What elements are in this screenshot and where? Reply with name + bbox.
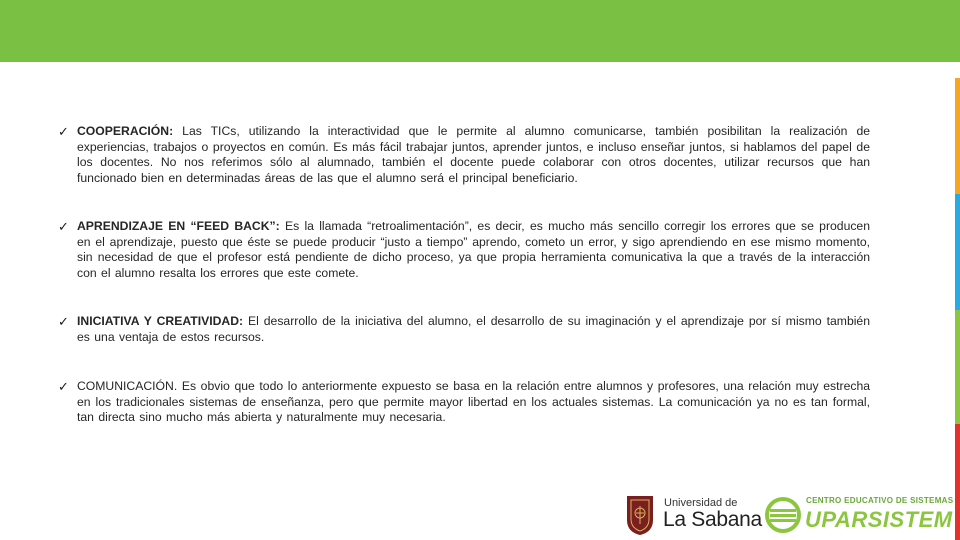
item-body: COMUNICACIÓN. Es obvio que todo lo anteriormente expuesto se basa en la relación entre alumnos y profesores, una relación muy estrecha en los tradicionales sistemas de enseñanza, pero que permite mayor libertad en los actuales sistemas. La comunicación ya no es tan formal, tan directa sino mucho más abierta y naturalmente muy necesaria. (77, 379, 870, 424)
side-stripe-blue (955, 194, 960, 310)
check-icon: ✓ (58, 219, 69, 234)
list-item (58, 314, 870, 345)
item-heading: APRENDIZAJE EN “FEED BACK”: (77, 219, 280, 233)
university-seal-icon (626, 494, 654, 536)
logo-subtitle: Universidad de (664, 497, 738, 509)
side-stripe-orange (955, 78, 960, 194)
item-body: Es la llamada “retroalimentación”, es decir, es mucho más sencillo corregir los errores que se producen en el aprendizaje, puesto que éste se puede producir “justo a tiempo” aprendo, cometo un error, y sigo aprendiendo en ese mismo momento, sin necesidad de que el profesor está pendiente de dicho proceso, ya que propia herramienta comunicativa la que a través de la interacción con el alumno resalta los errores que este comete. (77, 219, 870, 280)
universidad-de-la-sabana-logo (626, 494, 761, 538)
logo-title: La Sabana (663, 508, 762, 531)
uparsistem-globe-icon (764, 496, 802, 534)
list-item (58, 379, 870, 426)
header-bar (0, 0, 960, 62)
check-icon: ✓ (58, 314, 69, 329)
item-text (77, 379, 870, 426)
item-heading: INICIATIVA Y CREATIVIDAD: (77, 314, 244, 328)
item-heading: COOPERACIÓN: (77, 124, 174, 138)
item-text (77, 314, 870, 345)
list-item (58, 219, 870, 281)
check-icon: ✓ (58, 379, 69, 394)
check-icon: ✓ (58, 124, 69, 139)
side-stripe-red (955, 424, 960, 540)
item-body: El desarrollo de la iniciativa del alumno, el desarrollo de su imaginación y el aprendizaje por sí mismo también es una ventaja de estos recursos. (77, 314, 870, 344)
item-body: Las TICs, utilizando la interactividad que le permite al alumno comunicarse, también posibilitan la realización de experiencias, trabajos o proyectos en común. Es más fácil trabajar juntos, aprender juntos, e incluso enseñar juntos, si hablamos del papel de los docentes. No nos referimos sólo al alumnado, también el docente puede colaborar con otros docentes, utilizar recursos que han funcionado bien en determinadas áreas de las que el alumno será el principal beneficiario. (77, 124, 870, 185)
item-text (77, 124, 870, 186)
uparsistem-logo (764, 494, 954, 536)
bullet-list (58, 124, 870, 426)
side-stripe-green (955, 310, 960, 424)
logo-title: UPARSISTEM (805, 507, 953, 532)
list-item (58, 124, 870, 186)
item-text (77, 219, 870, 281)
logo-subtitle: CENTRO EDUCATIVO DE SISTEMAS (806, 496, 954, 505)
